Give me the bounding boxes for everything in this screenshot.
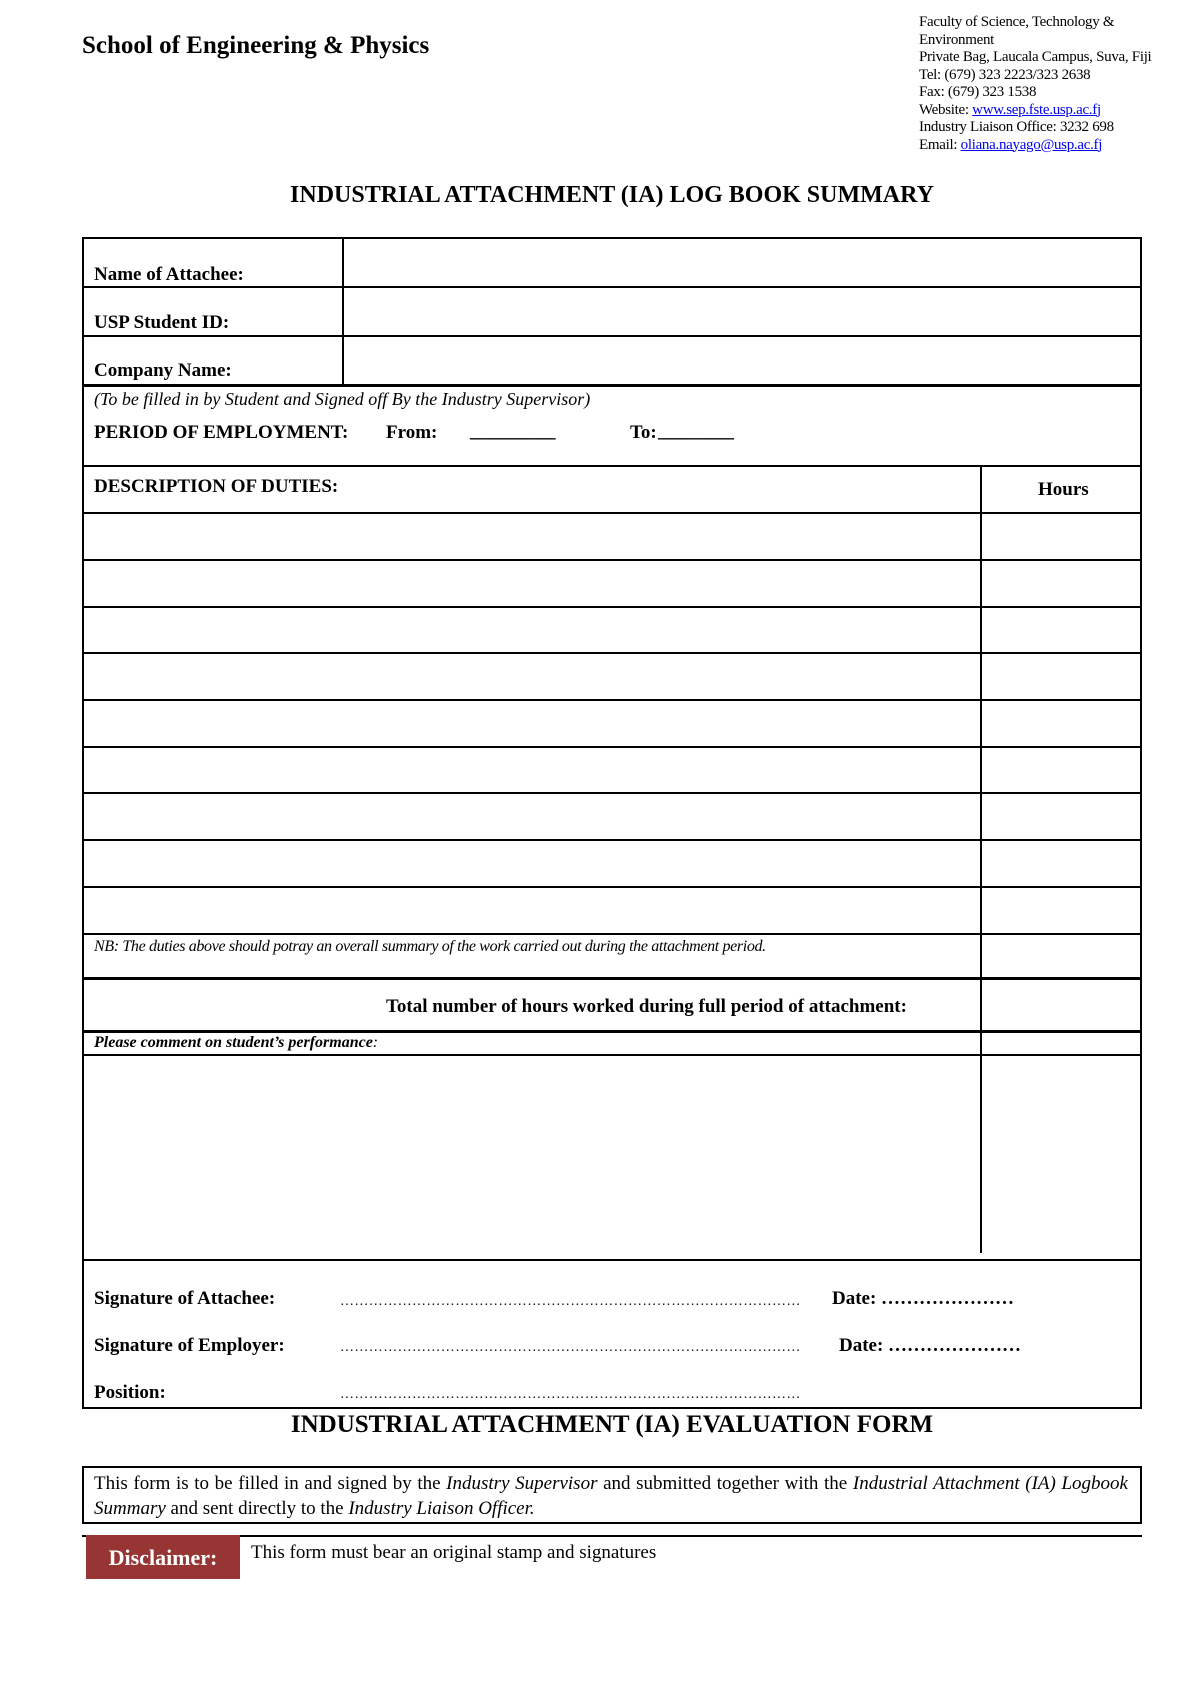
student-id-label: USP Student ID: [94, 312, 230, 333]
duty-hours-field[interactable] [984, 795, 1138, 839]
company-field[interactable] [346, 339, 1138, 383]
website-label: Website: [919, 101, 973, 118]
row-divider [84, 559, 1140, 561]
duty-description-field[interactable] [86, 795, 978, 839]
duty-hours-field[interactable] [984, 842, 1138, 886]
total-hours-field[interactable] [984, 981, 1138, 1027]
signature-attachee-line[interactable]: …………………………………………………………………………………… [340, 1294, 801, 1309]
comment-label: Please comment on student’s performance [94, 1034, 373, 1051]
evaluation-note [82, 1466, 1142, 1524]
comment-field[interactable] [86, 1057, 1138, 1257]
row-divider [84, 886, 1140, 888]
section-divider [84, 384, 1140, 387]
row-divider [84, 699, 1140, 701]
duty-description-field[interactable] [86, 702, 978, 746]
fill-note: (To be filled in by Student and Signed off By the Industry Supervisor) [94, 389, 591, 409]
comment-label-line [94, 1034, 378, 1052]
section-divider [84, 1259, 1140, 1261]
contact-line: Environment [919, 31, 995, 48]
from-label: From: [386, 422, 438, 443]
duty-description-field[interactable] [86, 842, 978, 886]
note-text: This form is to be filled in and signed by the [94, 1473, 447, 1494]
note-text: and sent directly to the [165, 1498, 349, 1519]
name-field[interactable] [346, 241, 1138, 283]
row-divider [84, 1054, 1140, 1056]
row-divider [84, 792, 1140, 794]
student-id-field[interactable] [346, 290, 1138, 334]
position-label: Position: [94, 1382, 166, 1403]
name-label: Name of Attachee: [94, 264, 244, 285]
section-divider [84, 977, 1140, 980]
signature-employer-line[interactable]: …………………………………………………………………………………… [340, 1340, 801, 1355]
contact-block [919, 14, 1151, 154]
nb-note: NB: The duties above should potray an overall summary of the work carried out during the attachment period. [94, 938, 766, 955]
duty-description-field[interactable] [86, 609, 978, 653]
to-field[interactable]: ________ [658, 421, 734, 442]
note-text: and submitted together with the [597, 1473, 853, 1494]
duty-description-field[interactable] [86, 749, 978, 793]
duty-description-field[interactable] [86, 655, 978, 699]
email-link[interactable]: oliana.nayago@usp.ac.fj [960, 136, 1103, 153]
row-divider [84, 512, 1140, 514]
logbook-title: INDUSTRIAL ATTACHMENT (IA) LOG BOOK SUMMARY [290, 182, 934, 208]
hours-label: Hours [1038, 479, 1089, 500]
section-divider [84, 1030, 1140, 1033]
note-logbook: Industrial Attachment (IA) Logbook Summary [94, 1473, 1128, 1519]
row-divider [84, 335, 1140, 337]
industry-office-line: Industry Liaison Office: 3232 698 [919, 119, 1114, 135]
row-divider [84, 286, 1140, 288]
duty-hours-field[interactable] [984, 515, 1138, 559]
duty-hours-field[interactable] [984, 889, 1138, 933]
email-line [919, 137, 1151, 155]
attachee-date[interactable]: Date: ………………… [832, 1288, 1015, 1309]
duty-description-field[interactable] [86, 889, 978, 933]
duty-hours-field[interactable] [984, 562, 1138, 606]
from-field[interactable]: _________ [470, 421, 556, 442]
note-industry-supervisor: Industry Supervisor [446, 1473, 598, 1494]
contact-line: Faculty of Science, Technology & [919, 14, 1115, 30]
evaluation-title: INDUSTRIAL ATTACHMENT (IA) EVALUATION FORM [290, 1411, 934, 1438]
email-label: Email: [919, 136, 961, 153]
row-divider [84, 652, 1140, 654]
contact-line: Private Bag, Laucala Campus, Suva, Fiji [919, 49, 1152, 65]
note-liaison-officer: Industry Liaison Officer. [348, 1498, 535, 1519]
disclaimer-text: This form must bear an original stamp and signatures [251, 1542, 657, 1563]
position-line[interactable]: …………………………………………………………………………………… [340, 1387, 801, 1402]
duty-hours-field[interactable] [984, 702, 1138, 746]
to-label: To: [630, 422, 657, 443]
total-hours-label: Total number of hours worked during full period of attachment: [386, 996, 907, 1017]
row-divider [84, 933, 1140, 935]
duty-hours-field[interactable] [984, 749, 1138, 793]
website-line [919, 102, 1151, 120]
comment-suffix: : [372, 1034, 379, 1051]
contact-line: Tel: (679) 323 2223/323 2638 [919, 66, 1091, 83]
employer-date[interactable]: Date: ………………… [839, 1335, 1022, 1356]
duty-hours-field[interactable] [984, 655, 1138, 699]
company-label: Company Name: [94, 360, 232, 381]
signature-employer-label: Signature of Employer: [94, 1335, 285, 1356]
signature-attachee-label: Signature of Attachee: [94, 1288, 276, 1309]
disclaimer-rule [82, 1535, 1142, 1537]
duties-label: DESCRIPTION OF DUTIES: [94, 476, 339, 497]
identity-divider [342, 239, 344, 385]
disclaimer-badge: Disclaimer: [86, 1535, 240, 1579]
contact-line: Fax: (679) 323 1538 [919, 84, 1037, 100]
period-label: PERIOD OF EMPLOYMENT: [94, 422, 349, 443]
row-divider [84, 746, 1140, 748]
duty-description-field[interactable] [86, 562, 978, 606]
logbook-form [82, 237, 1142, 1409]
duty-hours-field[interactable] [984, 609, 1138, 653]
row-divider [84, 839, 1140, 841]
duty-description-field[interactable] [86, 515, 978, 559]
row-divider [84, 606, 1140, 608]
school-name: School of Engineering & Physics [82, 32, 430, 59]
website-link[interactable]: www.sep.fste.usp.ac.fj [972, 101, 1101, 118]
